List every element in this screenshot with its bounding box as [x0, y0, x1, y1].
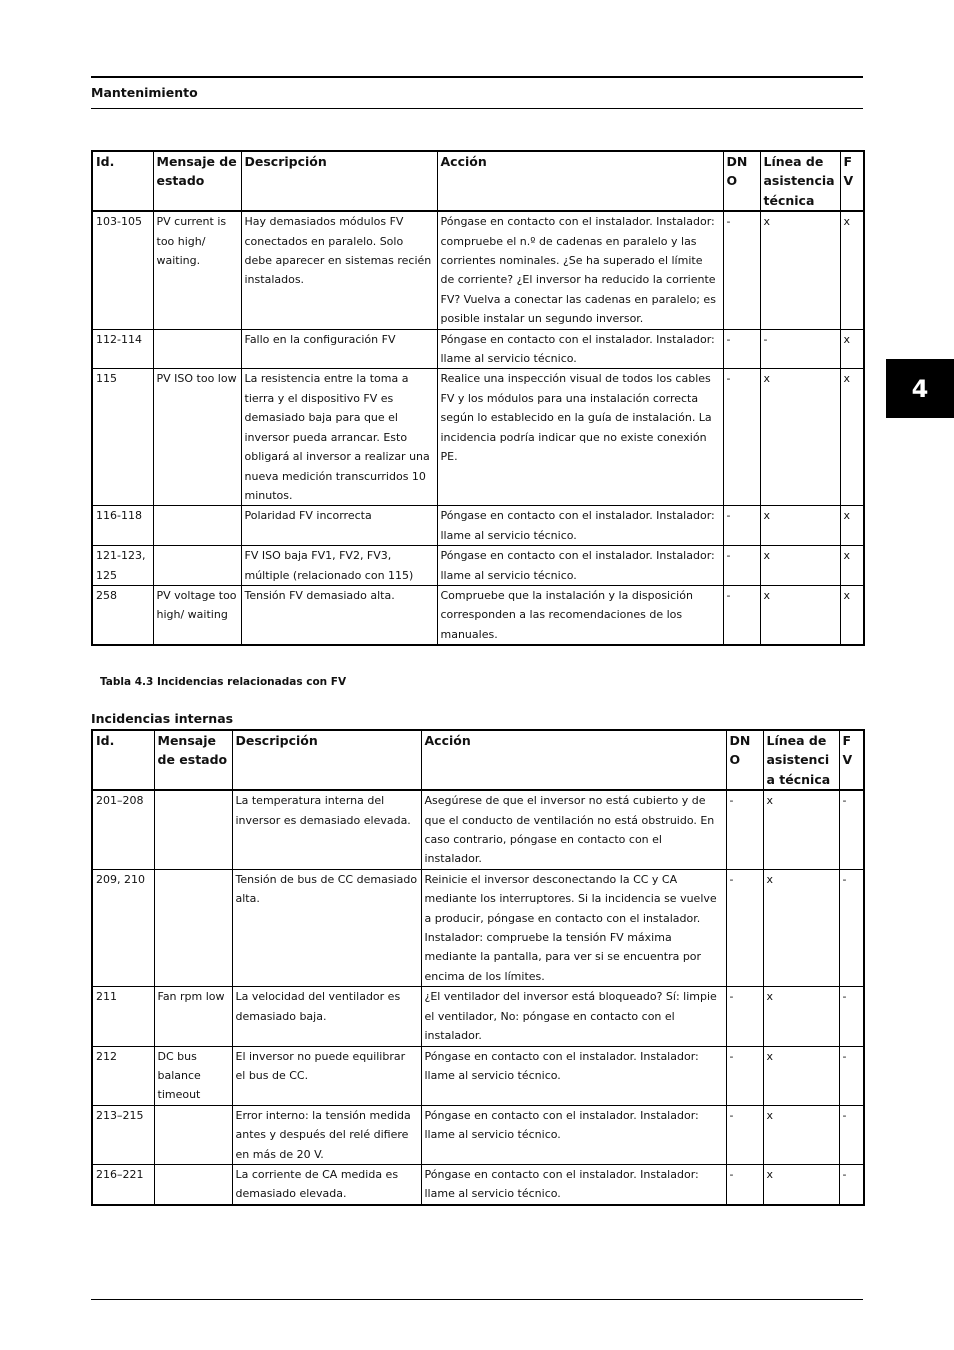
cell-id: 216–221	[92, 1164, 154, 1204]
cell-fv: -	[839, 987, 864, 1046]
cell-status-message	[153, 329, 241, 369]
cell-dno: -	[726, 1105, 763, 1164]
cell-support-line: x	[763, 987, 839, 1046]
column-header: DNO	[723, 151, 760, 211]
table-row	[92, 1046, 864, 1105]
header-top-rule	[91, 76, 863, 78]
cell-support-line: x	[760, 585, 840, 645]
cell-fv: -	[839, 1105, 864, 1164]
pv-incidents-table	[91, 150, 865, 646]
table-row	[92, 790, 864, 869]
cell-support-line: x	[760, 211, 840, 329]
cell-status-message	[154, 1164, 232, 1204]
cell-action: Póngase en contacto con el instalador. Instalador: llame al servicio técnico.	[437, 506, 723, 546]
header-bottom-rule	[91, 108, 863, 109]
table-row	[92, 585, 864, 645]
table-row	[92, 546, 864, 586]
cell-fv: x	[840, 211, 864, 329]
cell-status-message: Fan rpm low	[154, 987, 232, 1046]
cell-description: Tensión FV demasiado alta.	[241, 585, 437, 645]
cell-description: El inversor no puede equilibrar el bus de CC.	[232, 1046, 421, 1105]
cell-fv: x	[840, 506, 864, 546]
column-header: Acción	[437, 151, 723, 211]
cell-dno: -	[726, 790, 763, 869]
internal-incidents-table	[91, 729, 865, 1206]
cell-id: 211	[92, 987, 154, 1046]
column-header: Mensaje de estado	[154, 730, 232, 790]
table-row	[92, 1105, 864, 1164]
cell-fv: -	[839, 1164, 864, 1204]
cell-dno: -	[723, 369, 760, 506]
cell-id: 115	[92, 369, 153, 506]
column-header: Línea de asistencia técnica	[763, 730, 839, 790]
column-header: Descripción	[241, 151, 437, 211]
chapter-tab: 4	[886, 359, 954, 418]
cell-dno: -	[723, 546, 760, 586]
cell-dno: -	[726, 869, 763, 986]
cell-dno: -	[726, 987, 763, 1046]
cell-support-line: x	[760, 506, 840, 546]
cell-status-message	[153, 546, 241, 586]
page-header-title: Mantenimiento	[91, 85, 198, 100]
footer-rule	[91, 1299, 863, 1300]
cell-id: 116-118	[92, 506, 153, 546]
cell-support-line: x	[763, 1046, 839, 1105]
cell-description: La corriente de CA medida es demasiado elevada.	[232, 1164, 421, 1204]
cell-action: Compruebe que la instalación y la disposición corresponden a las recomendaciones de los manuales.	[437, 585, 723, 645]
cell-description: La temperatura interna del inversor es demasiado elevada.	[232, 790, 421, 869]
column-header: Id.	[92, 151, 153, 211]
cell-support-line: x	[760, 546, 840, 586]
cell-support-line: x	[763, 1164, 839, 1204]
cell-fv: x	[840, 585, 864, 645]
column-header: Descripción	[232, 730, 421, 790]
cell-fv: -	[839, 790, 864, 869]
cell-id: 258	[92, 585, 153, 645]
table-row	[92, 1164, 864, 1204]
cell-action: Póngase en contacto con el instalador. Instalador: llame al servicio técnico.	[437, 546, 723, 586]
table-row	[92, 329, 864, 369]
table-header-row	[92, 730, 864, 790]
cell-action: Reinicie el inversor desconectando la CC y CA mediante los interruptores. Si la incidencia se vuelve a producir, póngase en contacto con el instalador. Instalador: compruebe la tensión FV máxima mediante la pantalla, para ver si se encuentra por encima de los límites.	[421, 869, 726, 986]
cell-fv: x	[840, 546, 864, 586]
column-header: DNO	[726, 730, 763, 790]
cell-action: Póngase en contacto con el instalador. Instalador: compruebe el n.º de cadenas en paralelo y las corrientes nominales. ¿Se ha superado el límite de corriente? ¿El inversor ha reducido la corriente FV? Vuelva a conectar las cadenas en paralelo; es posible instalar un segundo inversor.	[437, 211, 723, 329]
cell-description: Tensión de bus de CC demasiado alta.	[232, 869, 421, 986]
cell-description: Hay demasiados módulos FV conectados en paralelo. Solo debe aparecer en sistemas recién instalados.	[241, 211, 437, 329]
section-title: Incidencias internas	[91, 711, 234, 726]
cell-dno: -	[723, 211, 760, 329]
cell-action: Póngase en contacto con el instalador. Instalador: llame al servicio técnico.	[421, 1046, 726, 1105]
cell-support-line: x	[763, 1105, 839, 1164]
cell-action: Realice una inspección visual de todos los cables FV y los módulos para una instalación correcta según lo establecido en la guía de instalación. La incidencia podría indicar que no existe conexión PE.	[437, 369, 723, 506]
table-row	[92, 369, 864, 506]
table-row	[92, 869, 864, 986]
column-header: Id.	[92, 730, 154, 790]
cell-dno: -	[726, 1164, 763, 1204]
column-header: FV	[840, 151, 864, 211]
cell-description: Error interno: la tensión medida antes y después del relé difiere en más de 20 V.	[232, 1105, 421, 1164]
cell-status-message: PV current is too high/ waiting.	[153, 211, 241, 329]
cell-id: 112-114	[92, 329, 153, 369]
cell-support-line: x	[760, 369, 840, 506]
cell-action: ¿El ventilador del inversor está bloqueado? Sí: limpie el ventilador, No: póngase en contacto con el instalador.	[421, 987, 726, 1046]
cell-dno: -	[723, 585, 760, 645]
cell-status-message: DC bus balance timeout	[154, 1046, 232, 1105]
cell-fv: x	[840, 369, 864, 506]
cell-status-message	[154, 869, 232, 986]
cell-description: La resistencia entre la toma a tierra y el dispositivo FV es demasiado baja para que el inversor pueda arrancar. Esto obligará al inversor a realizar una nueva medición transcurridos 10 minutos.	[241, 369, 437, 506]
table-caption: Tabla 4.3 Incidencias relacionadas con FV	[100, 676, 347, 688]
cell-action: Póngase en contacto con el instalador. Instalador: llame al servicio técnico.	[421, 1105, 726, 1164]
cell-id: 103-105	[92, 211, 153, 329]
cell-support-line: x	[763, 869, 839, 986]
column-header: FV	[839, 730, 864, 790]
cell-description: FV ISO baja FV1, FV2, FV3, múltiple (relacionado con 115)	[241, 546, 437, 586]
cell-description: Fallo en la configuración FV	[241, 329, 437, 369]
cell-action: Póngase en contacto con el instalador. Instalador: llame al servicio técnico.	[437, 329, 723, 369]
table-row	[92, 987, 864, 1046]
cell-fv: -	[839, 869, 864, 986]
cell-id: 212	[92, 1046, 154, 1105]
column-header: Línea de asistencia técnica	[760, 151, 840, 211]
table-row	[92, 506, 864, 546]
cell-dno: -	[723, 506, 760, 546]
cell-status-message: PV ISO too low	[153, 369, 241, 506]
cell-support-line: x	[763, 790, 839, 869]
cell-status-message	[154, 1105, 232, 1164]
table-header-row	[92, 151, 864, 211]
cell-id: 121-123, 125	[92, 546, 153, 586]
cell-status-message	[154, 790, 232, 869]
cell-fv: -	[839, 1046, 864, 1105]
cell-description: Polaridad FV incorrecta	[241, 506, 437, 546]
cell-id: 209, 210	[92, 869, 154, 986]
cell-dno: -	[726, 1046, 763, 1105]
table-row	[92, 211, 864, 329]
cell-description: La velocidad del ventilador es demasiado baja.	[232, 987, 421, 1046]
cell-id: 201–208	[92, 790, 154, 869]
cell-fv: x	[840, 329, 864, 369]
cell-status-message	[153, 506, 241, 546]
column-header: Acción	[421, 730, 726, 790]
cell-action: Asegúrese de que el inversor no está cubierto y de que el conducto de ventilación no está obstruido. En caso contrario, póngase en contacto con el instalador.	[421, 790, 726, 869]
cell-status-message: PV voltage too high/ waiting	[153, 585, 241, 645]
cell-action: Póngase en contacto con el instalador. Instalador: llame al servicio técnico.	[421, 1164, 726, 1204]
column-header: Mensaje de estado	[153, 151, 241, 211]
cell-id: 213–215	[92, 1105, 154, 1164]
cell-support-line: -	[760, 329, 840, 369]
cell-dno: -	[723, 329, 760, 369]
